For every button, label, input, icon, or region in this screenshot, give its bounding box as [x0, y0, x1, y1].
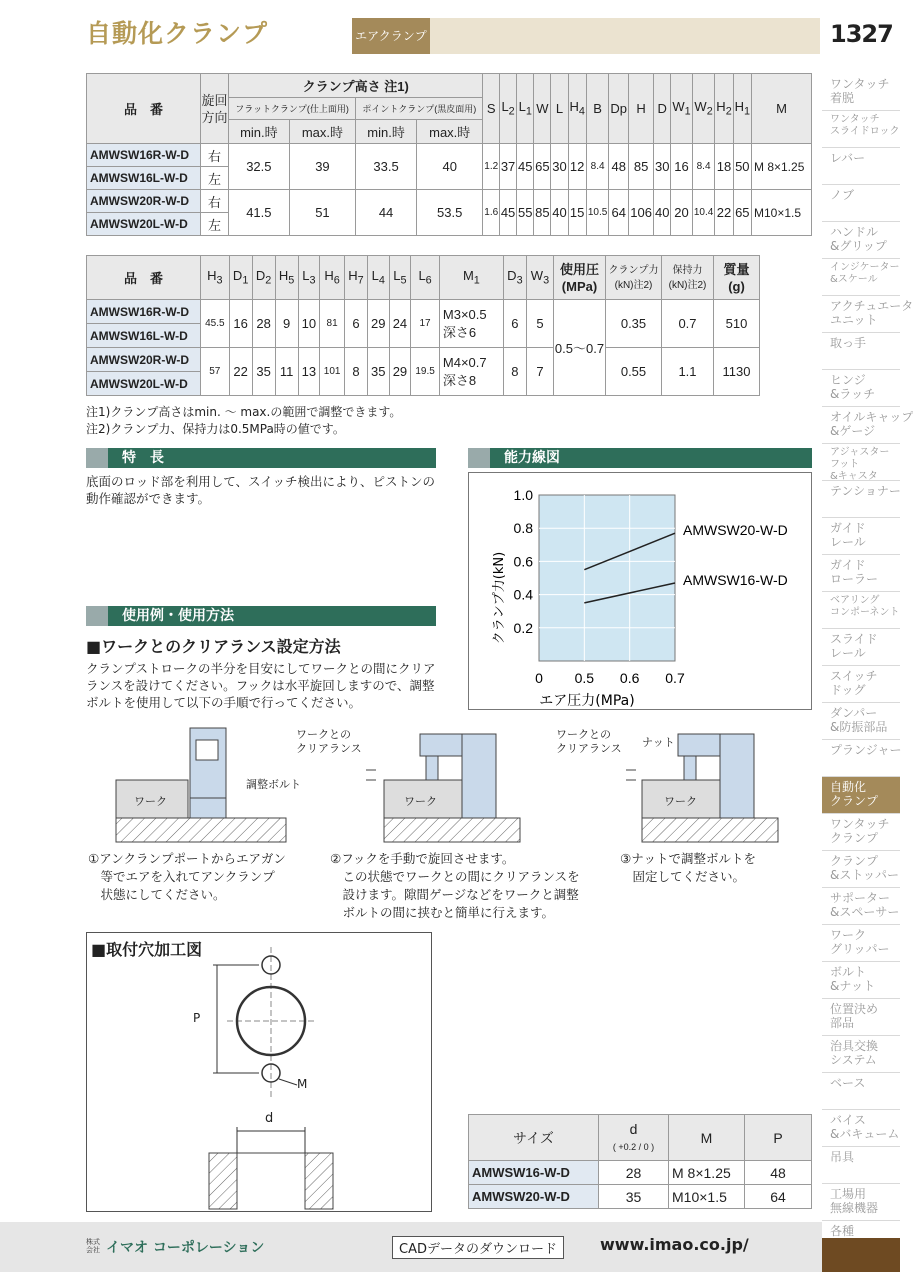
x-axis-label: エア圧力(MPa) — [539, 693, 635, 709]
header-d-label: d — [629, 1120, 638, 1137]
value-cell: 33.5 — [356, 144, 417, 190]
nav-item[interactable]: ワンタッチ クランプ — [822, 814, 900, 851]
value-cell: 51 — [289, 190, 355, 236]
table-row — [87, 190, 812, 213]
header-col: B — [586, 74, 609, 144]
nav-item[interactable]: ベアリング コンポーネント — [822, 592, 900, 629]
header-min: min.時 — [356, 120, 417, 144]
nav-item[interactable]: ガイド レール — [822, 518, 900, 555]
x-tick-label: 0.7 — [665, 670, 685, 686]
value-cell: 45.5 — [201, 300, 230, 348]
mass-cell: 1130 — [714, 348, 760, 396]
value-cell: 85 — [534, 190, 551, 236]
value-cell: 6 — [503, 300, 526, 348]
mass-cell: 510 — [714, 300, 760, 348]
nav-item[interactable]: レバー — [822, 148, 900, 185]
y-axis-label: クランプ力(kN) — [492, 551, 507, 645]
nav-item[interactable]: ノブ — [822, 185, 900, 222]
value-cell: 50 — [733, 144, 751, 190]
header-col: $W_2$ — [692, 74, 715, 144]
series-label: AMWSW16-W-D — [683, 571, 788, 588]
header-col: Dp — [609, 74, 629, 144]
header-col: D — [654, 74, 671, 144]
nav-item[interactable]: バイス &バキューム — [822, 1110, 900, 1147]
value-cell: 24 — [389, 300, 411, 348]
section-usage — [86, 606, 436, 626]
feature-text: 底面のロッド部を利用して、スイッチ検出により、ピストンの動作確認ができます。 — [86, 474, 436, 506]
value-cell: 40 — [416, 144, 483, 190]
value-cell: 20 — [671, 190, 692, 236]
value-cell: 9 — [275, 300, 298, 348]
m-cell: M10×1.5 — [669, 1185, 745, 1209]
direction-cell: 左 — [201, 167, 229, 190]
value-cell: 29 — [389, 348, 411, 396]
usage-text: クランプストロークの半分を目安にしてワークとの間にクリアランスを設けてください。フックは水平旋回しますので、調整ボルトを使用して以下の手順で行ってください。 — [86, 661, 436, 710]
page-number: 1327 — [830, 20, 893, 48]
label-clearance-2: ワークとの クリアランス — [296, 728, 362, 755]
force-cell: 0.55 — [606, 348, 662, 396]
header-m: M — [669, 1115, 745, 1161]
value-cell: 6 — [344, 300, 367, 348]
model-cell: AMWSW20L-W-D — [87, 213, 201, 236]
table-row — [469, 1161, 812, 1185]
header-col: $W_1$ — [671, 74, 692, 144]
value-cell: M 8×1.25 — [752, 144, 812, 190]
direction-cell: 右 — [201, 190, 229, 213]
header-flat: フラットクランプ(仕上面用) — [229, 98, 356, 120]
value-cell: 48 — [609, 144, 629, 190]
nav-item[interactable]: スイッチ ドッグ — [822, 666, 900, 703]
header-col: L — [551, 74, 568, 144]
value-cell: 29 — [367, 300, 389, 348]
nav-item[interactable]: 工場用 無線機器 — [822, 1184, 900, 1221]
header-col: $L_1$ — [517, 74, 534, 144]
value-cell: 57 — [201, 348, 230, 396]
value-cell: 45 — [517, 144, 534, 190]
value-cell: 13 — [298, 348, 320, 396]
value-cell: 44 — [356, 190, 417, 236]
model-cell: AMWSW16R-W-D — [87, 300, 201, 324]
model-cell: AMWSW20R-W-D — [87, 190, 201, 213]
page-title: 自動化クランプ — [86, 19, 269, 48]
section-features-title: 特 長 — [122, 450, 164, 466]
usage-subtitle: ■ワークとのクリアランス設定方法 — [86, 637, 341, 656]
y-tick-label: 0.4 — [513, 586, 533, 603]
hold-cell: 1.1 — [662, 348, 714, 396]
y-tick-label: 0.2 — [513, 619, 533, 636]
nav-item[interactable]: 治具交換 システム — [822, 1036, 900, 1073]
spec-table-1 — [86, 73, 812, 236]
mount-drawing — [87, 933, 431, 1211]
nav-item[interactable]: 取っ手 — [822, 333, 900, 370]
value-cell: 8.4 — [586, 144, 609, 190]
value-cell: M3×0.5 深さ6 — [439, 300, 503, 348]
value-cell: 1.6 — [483, 190, 500, 236]
header-p: P — [745, 1115, 812, 1161]
value-cell: 16 — [229, 300, 252, 348]
nav-item[interactable]: クランプ &ストッパー — [822, 851, 900, 888]
value-cell: 28 — [252, 300, 275, 348]
category-tag: エアクランプ — [352, 18, 430, 54]
mount-title: ■取付穴加工図 — [91, 940, 203, 959]
table-row — [87, 144, 812, 167]
figure-3 — [626, 734, 778, 842]
header-col: W — [534, 74, 551, 144]
header-col: $L_5$ — [389, 256, 411, 300]
header-col: $H_4$ — [568, 74, 586, 144]
header-direction: 旋回 方向 — [201, 74, 229, 144]
nav-item[interactable]: ワンタッチ 着脱 — [822, 74, 900, 111]
value-cell: 65 — [534, 144, 551, 190]
section-graph — [468, 448, 812, 468]
label-d: d — [265, 1111, 274, 1126]
value-cell: 81 — [320, 300, 345, 348]
step-2: ②フックを手動で旋回させます。 この状態でワークとの間にクリアランスを 設けます。隙間ゲージなどをワークと調整 ボルトの間に挟むと簡単に行えます。 — [330, 851, 580, 920]
value-cell: 101 — [320, 348, 345, 396]
nav-item[interactable]: スライド レール — [822, 629, 900, 666]
value-cell: 55 — [517, 190, 534, 236]
header-max: max.時 — [289, 120, 355, 144]
nav-item[interactable]: ハンドル &グリップ — [822, 222, 900, 259]
nav-item[interactable]: アクチュエータ ユニット — [822, 296, 900, 333]
value-cell: M10×1.5 — [752, 190, 812, 236]
size-cell: AMWSW20-W-D — [469, 1185, 599, 1209]
nav-item[interactable]: 吊具 — [822, 1147, 900, 1184]
footer — [0, 1222, 822, 1272]
value-cell: 10.4 — [692, 190, 715, 236]
p-cell: 48 — [745, 1161, 812, 1185]
label-clearance-3: ワークとの クリアランス — [556, 728, 622, 755]
value-cell: 35 — [252, 348, 275, 396]
note-1: 注1)クランプ高さはmin. 〜 max.の範囲で調整できます。 — [86, 405, 402, 419]
model-cell: AMWSW16L-W-D — [87, 324, 201, 348]
y-tick-label: 0.6 — [513, 553, 533, 570]
header-col: $L_3$ — [298, 256, 320, 300]
value-cell: 64 — [609, 190, 629, 236]
header-col: $L_2$ — [500, 74, 517, 144]
nav-item[interactable]: サポーター &スペーサー — [822, 888, 900, 925]
table-row — [87, 300, 760, 324]
nav-item[interactable]: ダンパー &防振部品 — [822, 703, 900, 740]
nav-item[interactable]: ヒンジ &ラッチ — [822, 370, 900, 407]
pressure-cell: 0.5〜0.7 — [554, 300, 606, 396]
mount-table — [468, 1114, 812, 1209]
header-col: $L_4$ — [367, 256, 389, 300]
step-3: ③ナットで調整ボルトを 固定してください。 — [620, 851, 756, 884]
value-cell: 65 — [733, 190, 751, 236]
header-hold: 保持力 (kN)注2) — [662, 256, 714, 300]
section-graph-title: 能力線図 — [504, 450, 560, 466]
direction-cell: 左 — [201, 213, 229, 236]
value-cell: 30 — [551, 144, 568, 190]
header-size: サイズ — [469, 1115, 599, 1161]
header-col: H — [629, 74, 654, 144]
value-cell: 8 — [344, 348, 367, 396]
y-tick-label: 0.8 — [513, 520, 533, 537]
value-cell: 22 — [715, 190, 733, 236]
value-cell: 53.5 — [416, 190, 483, 236]
header-col: $H_6$ — [320, 256, 345, 300]
model-cell: AMWSW20R-W-D — [87, 348, 201, 372]
side-nav — [822, 74, 913, 1258]
header-clamp-height: クランプ高さ 注1) — [229, 74, 483, 98]
section-usage-title: 使用例・使用方法 — [122, 608, 234, 624]
model-cell: AMWSW16R-W-D — [87, 144, 201, 167]
header-col: $D_3$ — [503, 256, 526, 300]
value-cell: 40 — [654, 190, 671, 236]
header-force: クランプ力 (kN)注2) — [606, 256, 662, 300]
d-cell: 35 — [599, 1185, 669, 1209]
value-cell: 18 — [715, 144, 733, 190]
value-cell: 37 — [500, 144, 517, 190]
value-cell: 15 — [568, 190, 586, 236]
label-work-3: ワーク — [664, 795, 697, 808]
value-cell: 5 — [526, 300, 553, 348]
x-tick-label: 0 — [535, 670, 543, 686]
size-cell: AMWSW16-W-D — [469, 1161, 599, 1185]
label-bolt: 調整ボルト — [246, 778, 301, 791]
nav-item[interactable]: ボルト &ナット — [822, 962, 900, 999]
model-cell: AMWSW20L-W-D — [87, 372, 201, 396]
model-cell: AMWSW16L-W-D — [87, 167, 201, 190]
nav-item[interactable]: 各種 — [822, 1221, 900, 1258]
series-label: AMWSW20-W-D — [683, 522, 788, 539]
nav-item[interactable]: ガイド ローラー — [822, 555, 900, 592]
value-cell: 8.4 — [692, 144, 715, 190]
header-col: $D_1$ — [229, 256, 252, 300]
section-features — [86, 448, 436, 468]
value-cell: 17 — [411, 300, 440, 348]
label-work-2: ワーク — [404, 795, 437, 808]
nav-item[interactable]: 位置決め 部品 — [822, 999, 900, 1036]
value-cell: 40 — [551, 190, 568, 236]
header-model: 品 番 — [87, 256, 201, 300]
header-d-tolerance: ( +0.2 / 0 ) — [612, 1141, 655, 1152]
header-model: 品 番 — [87, 74, 201, 144]
chart-svg — [469, 473, 813, 711]
value-cell: 11 — [275, 348, 298, 396]
value-cell: M4×0.7 深さ8 — [439, 348, 503, 396]
header-min: min.時 — [229, 120, 290, 144]
hold-cell: 0.7 — [662, 300, 714, 348]
label-p: P — [193, 1011, 201, 1025]
header-pressure: 使用圧 (MPa) — [554, 256, 606, 300]
value-cell: 22 — [229, 348, 252, 396]
value-cell: 35 — [367, 348, 389, 396]
company-prefix: 株式 会社 — [86, 1238, 100, 1254]
nav-item[interactable]: プランジャー — [822, 740, 900, 777]
m-cell: M 8×1.25 — [669, 1161, 745, 1185]
nav-item[interactable]: オイルキャップ &ゲージ — [822, 407, 900, 444]
header-col: M — [752, 74, 812, 144]
header-col: $L_6$ — [411, 256, 440, 300]
nav-item[interactable]: テンショナー — [822, 481, 900, 518]
value-cell: 41.5 — [229, 190, 290, 236]
capacity-chart — [468, 472, 812, 710]
table-row — [87, 348, 760, 372]
spec-table-2 — [86, 255, 760, 396]
nav-item[interactable]: ワンタッチ スライドロック — [822, 111, 900, 148]
header-d — [599, 1115, 669, 1161]
header-col: $H_5$ — [275, 256, 298, 300]
value-cell: 7 — [526, 348, 553, 396]
side-nav-footer — [822, 1238, 900, 1272]
label-work-1: ワーク — [134, 795, 167, 808]
note-2: 注2)クランプ力、保持力は0.5MPa時の値です。 — [86, 422, 345, 436]
header-col: $H_7$ — [344, 256, 367, 300]
header-col: $D_2$ — [252, 256, 275, 300]
y-tick-label: 1.0 — [513, 487, 533, 503]
figure-2 — [366, 734, 520, 842]
website-url[interactable]: www.imao.co.jp/ — [600, 1235, 749, 1254]
value-cell: 45 — [500, 190, 517, 236]
value-cell: 30 — [654, 144, 671, 190]
plot-area — [539, 495, 675, 661]
header-col: $H_2$ — [715, 74, 733, 144]
label-nut: ナット — [642, 736, 675, 749]
nav-item[interactable]: インジケーター &スケール — [822, 259, 900, 296]
company-name: イマオ コーポレーション — [106, 1240, 265, 1256]
x-tick-label: 0.6 — [619, 670, 640, 686]
header-point: ポイントクランプ(黒皮面用) — [356, 98, 483, 120]
nav-item[interactable]: アジャスター フット &キャスタ — [822, 444, 900, 481]
value-cell: 106 — [629, 190, 654, 236]
nav-item[interactable]: ワーク グリッパー — [822, 925, 900, 962]
mounting-hole-box — [86, 932, 432, 1212]
value-cell: 1.2 — [483, 144, 500, 190]
header-col: $H_3$ — [201, 256, 230, 300]
value-cell: 39 — [289, 144, 355, 190]
direction-cell: 右 — [201, 144, 229, 167]
header-col: $H_1$ — [733, 74, 751, 144]
table-row — [469, 1185, 812, 1209]
value-cell: 32.5 — [229, 144, 290, 190]
x-tick-label: 0.5 — [574, 670, 595, 686]
header-max: max.時 — [416, 120, 483, 144]
value-cell: 19.5 — [411, 348, 440, 396]
label-m: M — [297, 1077, 308, 1091]
value-cell: 16 — [671, 144, 692, 190]
value-cell: 10 — [298, 300, 320, 348]
d-cell: 28 — [599, 1161, 669, 1185]
step-1: ①アンクランプポートからエアガン 等でエアを入れてアンクランプ 状態にしてください。 — [88, 851, 286, 902]
value-cell: 10.5 — [586, 190, 609, 236]
header-col: S — [483, 74, 500, 144]
value-cell: 8 — [503, 348, 526, 396]
force-cell: 0.35 — [606, 300, 662, 348]
nav-item[interactable]: 自動化 クランプ — [822, 777, 900, 814]
usage-illustrations — [86, 718, 786, 848]
value-cell: 85 — [629, 144, 654, 190]
nav-item[interactable]: ベース — [822, 1073, 900, 1110]
header-col: $W_3$ — [526, 256, 553, 300]
header-col: $M_1$ — [439, 256, 503, 300]
p-cell: 64 — [745, 1185, 812, 1209]
value-cell: 12 — [568, 144, 586, 190]
header-mass: 質量 (g) — [714, 256, 760, 300]
cad-download-link[interactable]: CADデータのダウンロード — [392, 1236, 564, 1259]
